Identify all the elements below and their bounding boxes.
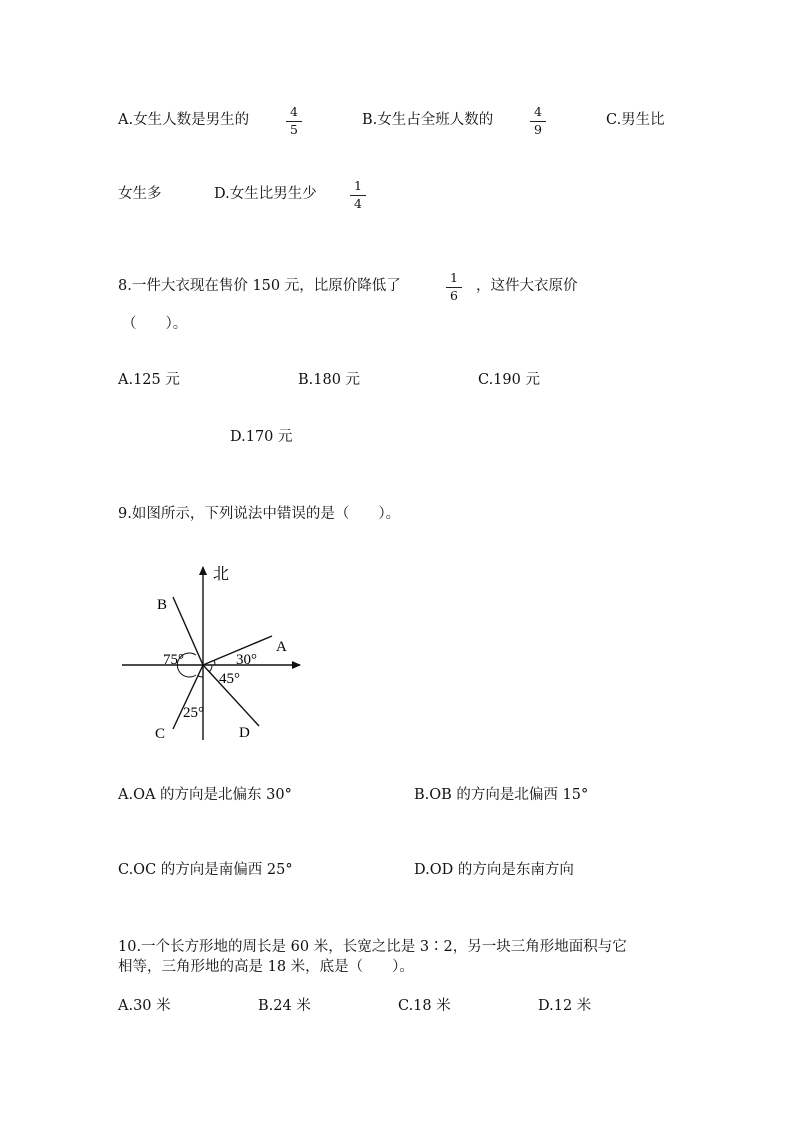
q9-direction-figure bbox=[112, 555, 312, 750]
q7-option-c[interactable]: C.男生比 bbox=[606, 112, 665, 128]
label-b: B bbox=[157, 597, 168, 613]
q8-option-a[interactable]: A.125 元 bbox=[118, 372, 180, 388]
angle-label-30: 30° bbox=[236, 652, 257, 668]
q7-option-a[interactable]: A.女生人数是男生的 bbox=[118, 112, 250, 128]
q8-stem: 8.一件大衣现在售价 150 元，比原价降低了 bbox=[118, 278, 401, 294]
q9-option-b[interactable]: B.OB 的方向是北偏西 15° bbox=[414, 787, 589, 803]
q9-stem: 9.如图所示，下列说法中错误的是（ ）。 bbox=[118, 506, 401, 522]
fraction-numerator: 4 bbox=[534, 104, 542, 119]
north-label: 北 bbox=[213, 566, 230, 583]
q7-option-d[interactable]: D.女生比男生少 bbox=[214, 186, 317, 202]
q9-option-d[interactable]: D.OD 的方向是东南方向 bbox=[414, 862, 574, 878]
q8-answer-blank: （ ）。 bbox=[122, 316, 188, 332]
fraction-denominator: 9 bbox=[534, 121, 542, 137]
fraction-denominator: 6 bbox=[450, 287, 458, 303]
label-a: A bbox=[276, 639, 287, 655]
angle-arc-45 bbox=[209, 665, 212, 672]
q9-option-c[interactable]: C.OC 的方向是南偏西 25° bbox=[118, 862, 293, 878]
label-d: D bbox=[239, 725, 250, 741]
fraction-numerator: 1 bbox=[354, 178, 362, 193]
q7-option-b-fraction bbox=[530, 106, 546, 136]
q10-option-c[interactable]: C.18 米 bbox=[398, 998, 451, 1014]
q7-option-c-continued: 女生多 bbox=[118, 186, 162, 202]
fraction-numerator: 1 bbox=[450, 270, 458, 285]
q7-option-a-fraction bbox=[286, 106, 302, 136]
angle-label-45: 45° bbox=[219, 671, 240, 687]
q10-stem-line2: 相等，三角形地的高是 18 米，底是（ ）。 bbox=[118, 959, 414, 975]
q8-fraction bbox=[446, 272, 462, 302]
q10-option-d[interactable]: D.12 米 bbox=[538, 998, 592, 1014]
fraction-denominator: 5 bbox=[290, 121, 298, 137]
q8-stem-end: ，这件大衣原价 bbox=[476, 278, 578, 294]
q8-option-d[interactable]: D.170 元 bbox=[230, 429, 293, 445]
q7-option-d-fraction bbox=[350, 180, 366, 210]
q10-option-b[interactable]: B.24 米 bbox=[258, 998, 311, 1014]
q9-option-a[interactable]: A.OA 的方向是北偏东 30° bbox=[118, 787, 292, 803]
q10-stem-line1: 10.一个长方形地的周长是 60 米，长宽之比是 3∶2，另一块三角形地面积与它 bbox=[118, 939, 627, 955]
q7-option-b[interactable]: B.女生占全班人数的 bbox=[362, 112, 494, 128]
angle-label-25: 25° bbox=[183, 705, 204, 721]
q8-option-c[interactable]: C.190 元 bbox=[478, 372, 540, 388]
q8-option-b[interactable]: B.180 元 bbox=[298, 372, 361, 388]
angle-label-75: 75° bbox=[163, 652, 184, 668]
label-c: C bbox=[155, 726, 166, 742]
angle-arc-25 bbox=[198, 676, 203, 677]
fraction-denominator: 4 bbox=[354, 195, 362, 211]
fraction-numerator: 4 bbox=[290, 104, 298, 119]
q10-option-a[interactable]: A.30 米 bbox=[118, 998, 171, 1014]
